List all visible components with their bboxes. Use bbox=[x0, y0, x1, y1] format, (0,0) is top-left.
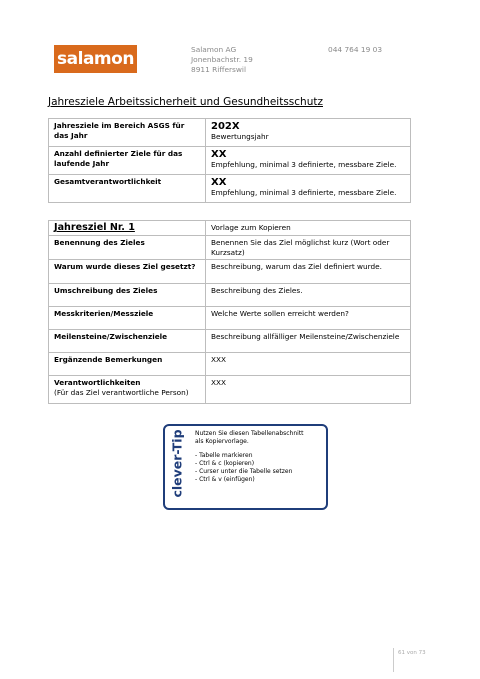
row-label-main: Verantwortlichkeiten bbox=[54, 378, 141, 387]
table-row bbox=[49, 376, 411, 404]
document-title: Jahresziele Arbeitssicherheit und Gesundheitsschutz bbox=[48, 96, 323, 108]
row-value: Beschreibung allfälliger Meilensteine/Zwischenziele bbox=[206, 330, 411, 353]
value-note: Empfehlung, minimal 3 definierte, messbare Ziele. bbox=[211, 160, 397, 169]
table-row bbox=[49, 260, 411, 284]
goal-table bbox=[48, 220, 411, 404]
clever-tip-text bbox=[195, 430, 304, 484]
clever-tip-logo bbox=[165, 426, 189, 508]
table-row bbox=[49, 330, 411, 353]
tip-line: - Tabelle markieren bbox=[195, 452, 253, 459]
row-value bbox=[206, 119, 411, 147]
table-row bbox=[49, 221, 411, 236]
address-line: 8911 Rifferswil bbox=[191, 65, 247, 74]
row-label: Messkriterien/Messziele bbox=[49, 307, 206, 330]
tip-line: - Ctrl & c (kopieren) bbox=[195, 460, 255, 467]
value-text: 202X bbox=[211, 121, 240, 132]
company-logo: salamon bbox=[54, 45, 137, 73]
tip-line: - Curser unter die Tabelle setzen bbox=[195, 468, 293, 475]
row-value: Benennen Sie das Ziel möglichst kurz (Wort oder Kurzsatz) bbox=[206, 236, 411, 260]
company-phone: 044 764 19 03 bbox=[328, 45, 383, 54]
tip-line: - Ctrl & v (einfügen) bbox=[195, 476, 255, 483]
row-label: Warum wurde dieses Ziel gesetzt? bbox=[49, 260, 206, 284]
row-value: XXX bbox=[206, 353, 411, 376]
address-line: Jonenbachstr. 19 bbox=[191, 55, 253, 64]
row-label: Gesamtverantwortlichkeit bbox=[49, 175, 206, 203]
company-address bbox=[191, 45, 253, 75]
page-number: 61 von 73 bbox=[393, 648, 426, 672]
value-text: XX bbox=[211, 177, 227, 188]
row-value bbox=[206, 147, 411, 175]
tip-line: als Kopiervorlage. bbox=[195, 438, 249, 445]
row-value: Welche Werte sollen erreicht werden? bbox=[206, 307, 411, 330]
value-text: XX bbox=[211, 149, 227, 160]
address-line: Salamon AG bbox=[191, 45, 237, 54]
clever-tip-brand: clever-Tip bbox=[169, 429, 185, 498]
row-label: Ergänzende Bemerkungen bbox=[49, 353, 206, 376]
value-note: Bewertungsjahr bbox=[211, 132, 269, 141]
row-value bbox=[206, 175, 411, 203]
summary-table bbox=[48, 118, 411, 203]
table-row bbox=[49, 147, 411, 175]
row-label: Meilensteine/Zwischenziele bbox=[49, 330, 206, 353]
table-row bbox=[49, 307, 411, 330]
row-label: Jahresziele im Bereich ASGS für das Jahr bbox=[49, 119, 206, 147]
value-note: Empfehlung, minimal 3 definierte, messbare Ziele. bbox=[211, 188, 397, 197]
row-label-sub: (Für das Ziel verantwortliche Person) bbox=[54, 387, 189, 397]
table-row bbox=[49, 236, 411, 260]
clever-tip-box bbox=[163, 424, 328, 510]
goal-heading-cell bbox=[49, 221, 206, 236]
row-label: Umschreibung des Zieles bbox=[49, 284, 206, 307]
goal-heading: Jahresziel Nr. 1 bbox=[54, 222, 135, 233]
row-value: Beschreibung des Zieles. bbox=[206, 284, 411, 307]
table-row bbox=[49, 353, 411, 376]
goal-heading-note: Vorlage zum Kopieren bbox=[206, 221, 411, 236]
table-row bbox=[49, 284, 411, 307]
tip-line: Nutzen Sie diesen Tabellenabschnitt bbox=[195, 430, 304, 437]
row-label bbox=[49, 376, 206, 404]
row-value: XXX bbox=[206, 376, 411, 404]
table-row bbox=[49, 175, 411, 203]
table-row bbox=[49, 119, 411, 147]
row-label: Anzahl definierter Ziele für das laufende Jahr bbox=[49, 147, 206, 175]
row-label: Benennung des Zieles bbox=[49, 236, 206, 260]
row-value: Beschreibung, warum das Ziel definiert wurde. bbox=[206, 260, 411, 284]
